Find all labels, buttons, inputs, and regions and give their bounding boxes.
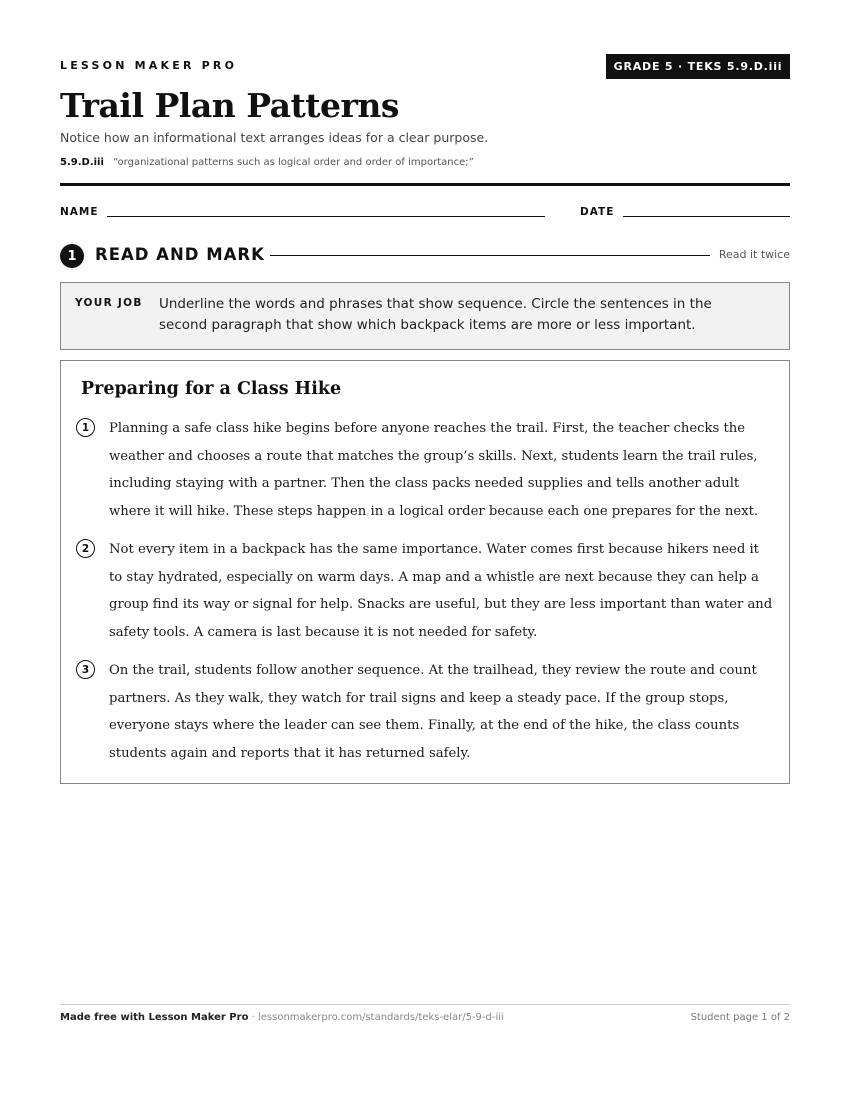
instructions-box	[60, 282, 790, 350]
section-divider	[270, 255, 710, 256]
footer-made-with: Made free with Lesson Maker Pro	[60, 1012, 249, 1023]
page-indicator: Student page 1 of 2	[690, 1012, 790, 1023]
name-field[interactable]	[107, 216, 545, 217]
header-divider	[60, 183, 790, 186]
standard-code: 5.9.D.iii	[60, 157, 104, 168]
instructions-text: Underline the words and phrases that show sequence. Circle the sentences in the second paragraph that show which backpack items are more or less important.	[159, 296, 712, 333]
section-number-badge: 1	[60, 244, 84, 268]
page-title: Trail Plan Patterns	[60, 86, 399, 125]
paragraph-number: 2	[76, 539, 95, 558]
paragraph-text: Planning a safe class hike begins before anyone reaches the trail. First, the teacher checks the weather and chooses a route that matches the group’s skills. Next, students learn the trail rules, including staying with a partner. Then the class packs needed supplies and tells another adult where it will hike. These steps happen in a logical order because each one prepares for the next.	[109, 421, 759, 519]
date-label: DATE	[580, 206, 615, 218]
student-info-row	[60, 204, 790, 220]
section-header	[60, 243, 790, 267]
paragraph-number: 3	[76, 660, 95, 679]
instructions-label: YOUR JOB	[75, 297, 143, 309]
page-subtitle: Notice how an informational text arranges ideas for a clear purpose.	[60, 130, 489, 145]
worksheet-page	[60, 0, 790, 1100]
standard-text: “organizational patterns such as logical order and order of importance;”	[113, 157, 474, 168]
reading-passage	[60, 360, 790, 784]
footer-url[interactable]: · lessonmakerpro.com/standards/teks-elar/5-9-d-iii	[248, 1012, 504, 1023]
brand-name: LESSON MAKER PRO	[60, 59, 238, 72]
standard-line	[60, 157, 474, 168]
date-field[interactable]	[623, 216, 790, 217]
paragraph-text: Not every item in a backpack has the same importance. Water comes first because hikers need it to stay hydrated, especially on warm days. A map and a whistle are next because they can help a group find its way or signal for help. Snacks are useful, but they are less important than water and safety tools. A camera is last because it is not needed for safety.	[109, 542, 773, 640]
footer-credit	[60, 1012, 504, 1023]
passage-title: Preparing for a Class Hike	[81, 379, 342, 399]
name-label: NAME	[60, 206, 99, 218]
footer-divider	[60, 1004, 790, 1005]
paragraph-number: 1	[76, 418, 95, 437]
paragraph-text: On the trail, students follow another sequence. At the trailhead, they review the route and count partners. As they walk, they watch for trail signs and keep a steady pace. If the group stops, everyone stays where the leader can see them. Finally, at the end of the hike, the class counts students again and reports that it has returned safely.	[109, 663, 757, 761]
section-title: READ AND MARK	[95, 245, 265, 264]
section-note: Read it twice	[718, 248, 790, 261]
grade-badge: GRADE 5 · TEKS 5.9.D.iii	[606, 54, 790, 79]
